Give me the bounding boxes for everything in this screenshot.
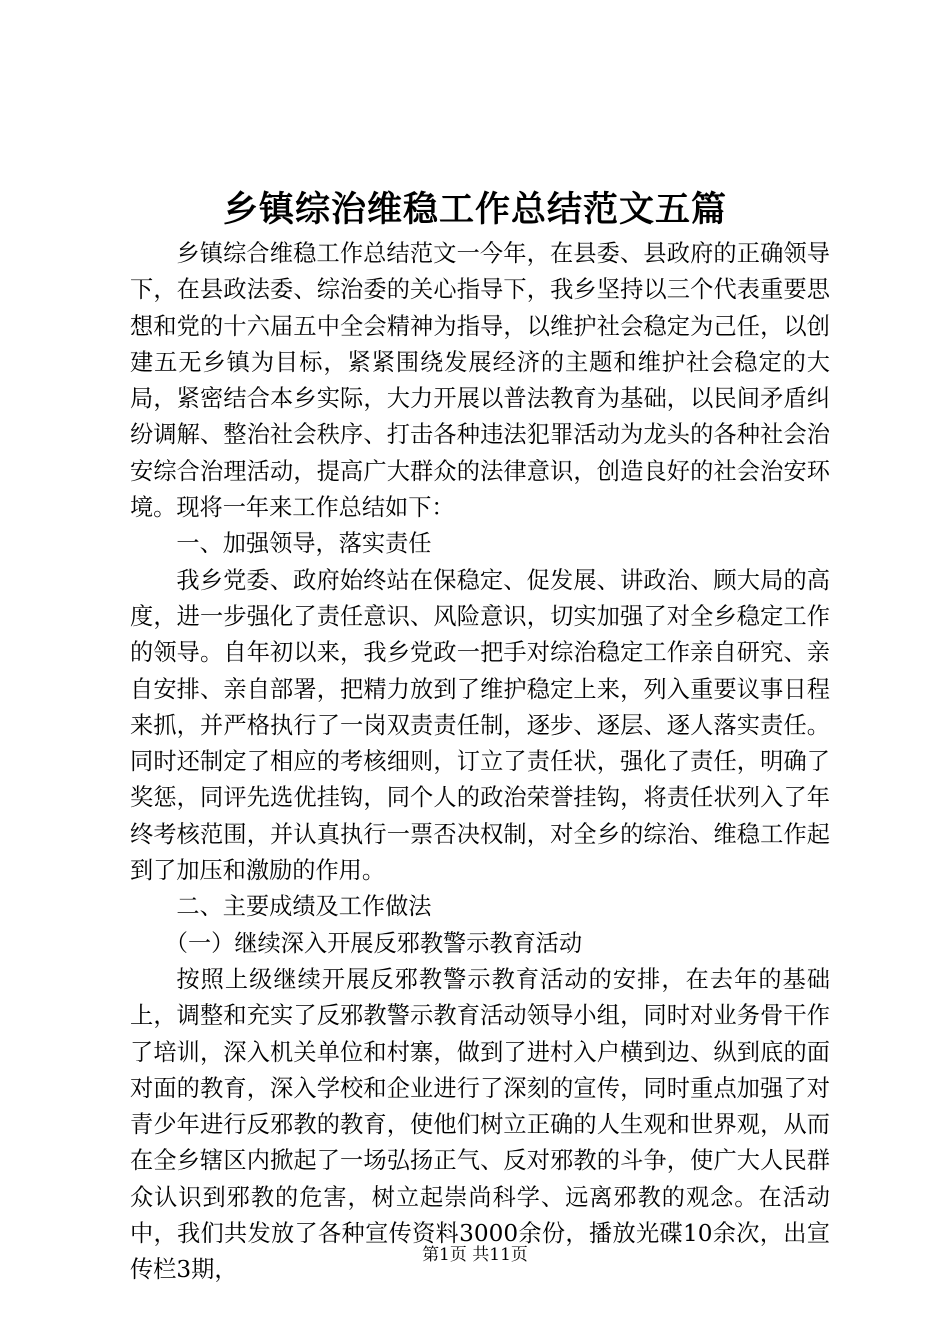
section-1-paragraph: 我乡党委、政府始终站在保稳定、促发展、讲政治、顾大局的高度，进一步强化了责任意识、风险意识，切实加强了对全乡稳定工作的领导。自年初以来，我乡党政一把手对综治稳定工作亲自研究、亲自安排、亲自部署，把精力放到了维护稳定上来，列入重要议事日程来抓，并严格执行了一岗双责责任制，逐步、逐层、逐人落实责任。同时还制定了相应的考核细则，订立了责任状，强化了责任，明确了奖惩，同评先选优挂钩，同个人的政治荣誉挂钩，将责任状列入了年终考核范围，并认真执行一票否决权制，对全乡的综治、维稳工作起到了加压和激励的作用。 bbox=[130, 566, 830, 885]
subsection-1-paragraph: 按照上级继续开展反邪教警示教育活动的安排，在去年的基础上，调整和充实了反邪教警示教育活动领导小组，同时对业务骨干作了培训，深入机关单位和村寨，做到了进村入户横到边、纵到底的面对面的教育，深入学校和企业进行了深刻的宣传，同时重点加强了对青少年进行反邪教的教育，使他们树立正确的人生观和世界观，从而在全乡辖区内掀起了一场弘扬正气、反对邪教的斗争，使广大人民群众认识到邪教的危害，树立起崇尚科学、远离邪教的观念。在活动中，我们共发放了各种宣传资料3000余份，播放光碟10余次，出宣传栏3期， bbox=[130, 965, 830, 1284]
page-number: 第1页 共11页 bbox=[422, 1245, 528, 1265]
subsection-heading-1: （一）继续深入开展反邪教警示教育活动 bbox=[164, 929, 583, 957]
document-body bbox=[130, 236, 830, 1289]
intro-paragraph: 乡镇综合维稳工作总结范文一今年，在县委、县政府的正确领导下，在县政法委、综治委的关心指导下，我乡坚持以三个代表重要思想和党的十六届五中全会精神为指导，以维护社会稳定为己任，以创建五无乡镇为目标，紧紧围绕发展经济的主题和维护社会稳定的大局，紧密结合本乡实际，大力开展以普法教育为基础，以民间矛盾纠纷调解、整治社会秩序、打击各种违法犯罪活动为龙头的各种社会治安综合治理活动，提高广大群众的法律意识，创造良好的社会治安环境。现将一年来工作总结如下： bbox=[130, 240, 830, 522]
section-heading-2: 二、主要成绩及工作做法 bbox=[176, 893, 432, 921]
section-heading-1: 一、加强领导，落实责任 bbox=[176, 530, 432, 558]
document-title: 乡镇综治维稳工作总结范文五篇 bbox=[222, 189, 727, 230]
